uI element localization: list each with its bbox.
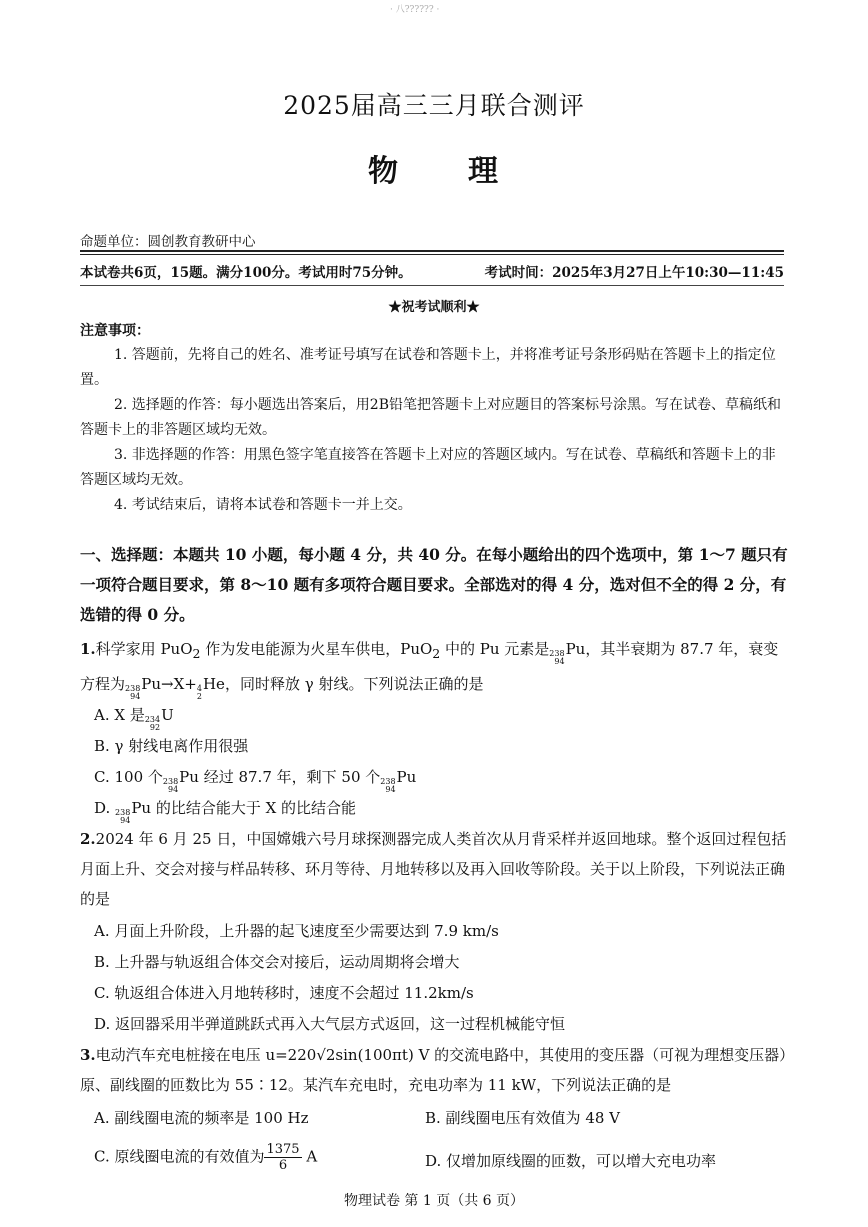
- section-heading: 一、选择题：本题共 10 小题，每小题 4 分，共 40 分。在每小题给出的四个选项中，第 1～7 题只有一项符合题目要求，第 8～10 题有多项符合题目要求。全部选对的得 4 分，选对但不全的得 2 分，有选错的得 0 分。: [80, 545, 788, 624]
- wish-line: ★祝考试顺利★: [388, 300, 480, 315]
- question-2: [80, 824, 790, 914]
- q1-sub: 2: [192, 646, 201, 661]
- paper-info: 本试卷共6页，15题。满分100分。考试用时75分钟。: [80, 265, 412, 281]
- notice-item-1: [80, 343, 784, 393]
- q1-number: 1.: [80, 640, 96, 658]
- subject-char-2: 理: [468, 154, 500, 189]
- q1-text-d: ，其半衰期为 87.7 年，衰变方程为: [80, 640, 779, 693]
- q3-option-a: A. 副线圈电流的频率是 100 Hz: [94, 1109, 309, 1127]
- q3-fraction: $\frac{1375}{6}$: [266, 1142, 300, 1173]
- q1-he: He: [202, 675, 225, 693]
- q2-text: 2024 年 6 月 25 日，中国嫦娥六号月球探测器完成人类首次从月背采样并返回地球。整个返回过程包括月面上升、交会对接与样品转移、环月等待、月地转移以及再入回收等阶段。关于以上阶段，下列说法正确的是: [80, 830, 787, 908]
- q2-option-a: A. 月面上升阶段，上升器的起飞速度至少需要达到 7.9 km/s: [94, 922, 499, 940]
- q2-option-d: D. 返回器采用半弹道跳跃式再入大气层方式返回，这一过程机械能守恒: [94, 1015, 566, 1033]
- q1-decay: Pu→X+: [141, 675, 197, 693]
- q1-text-e: ，同时释放 γ 射线。下列说法正确的是: [224, 675, 484, 693]
- question-1: [80, 634, 790, 701]
- notice-text-2: 2. 选择题的作答：每小题选出答案后，用2B铅笔把答题卡上对应题目的答案标号涂黑。写在试卷、草稿纸和答题卡上的非答题区域均无效。: [80, 397, 782, 438]
- q1-pu: Pu: [565, 640, 586, 658]
- notice-text-4: 4. 考试结束后，请将本试卷和答题卡一并上交。: [114, 497, 412, 513]
- org-line: 命题单位：圆创教育教研中心: [80, 234, 256, 250]
- q3-option-d: D. 仅增加原线圈的匝数，可以增大充电功率: [425, 1152, 717, 1170]
- divider: [80, 285, 784, 286]
- q1-text-b: 作为发电能源为火星车供电，PuO: [200, 640, 433, 658]
- q3-text-a: 电动汽车充电桩接在电压 u=220: [95, 1046, 317, 1064]
- q2-option-c: C. 轨返组合体进入月地转移时，速度不会超过 11.2km/s: [94, 984, 474, 1002]
- notice-text-1: 1. 答题前，先将自己的姓名、准考证号填写在试卷和答题卡上，并将准考证号条形码贴在答题卡上的指定位置。: [80, 347, 776, 388]
- pu-isotope: 238 94: [549, 649, 565, 666]
- double-rule: [80, 250, 784, 255]
- exam-time: 考试时间：2025年3月27日上午10:30—11:45: [484, 265, 784, 281]
- notice-item-4: [80, 493, 784, 518]
- top-mark: · 八?????? ·: [390, 5, 440, 15]
- q1-sub-2: 2: [432, 646, 441, 661]
- q1-option-d: D. 238 94 Pu 的比结合能大于 X 的比结合能: [94, 799, 357, 825]
- he-isotope: 4 2: [196, 684, 202, 701]
- q1-text-a: 科学家用 PuO: [95, 640, 193, 658]
- q3-text-b: sin(100πt) V 的交流电路中，其使用的变压器（可视为理想变压器）原、副线圈的匝数比为 55∶12。某汽车充电时，充电功率为 11 kW，下列说法正确的是: [80, 1046, 787, 1094]
- q3-sqrt: √2: [316, 1046, 336, 1064]
- q2-number: 2.: [80, 830, 96, 848]
- page-footer: 物理试卷 第 1 页（共 6 页）: [343, 1193, 525, 1209]
- q1-option-b: B. γ 射线电离作用很强: [94, 737, 249, 755]
- paper-info-row: [80, 261, 784, 281]
- question-3: [80, 1040, 790, 1100]
- subject-title: [0, 146, 868, 190]
- pu-isotope-2: 238 94: [125, 684, 141, 701]
- exam-title: 2025届高三三月联合测评: [283, 91, 585, 120]
- notice-heading: 注意事项：: [80, 323, 150, 339]
- q1-option-a: A. X 是 234 92 U: [94, 706, 174, 732]
- notice-item-2: [80, 393, 784, 443]
- q1-option-c: C. 100 个 238 94 Pu 经过 87.7 年，剩下 50 个 238 94 Pu: [94, 768, 417, 794]
- notice-text-3: 3. 非选择题的作答：用黑色签字笔直接答在答题卡上对应的答题区域内。写在试卷、草稿纸和答题卡上的非答题区域均无效。: [80, 447, 776, 488]
- q1-text-c: 中的 Pu 元素是: [440, 640, 550, 658]
- notice-item-3: [80, 443, 784, 493]
- q2-option-b: B. 上升器与轨返组合体交会对接后，运动周期将会增大: [94, 953, 460, 971]
- q3-option-b: B. 副线圈电压有效值为 48 V: [425, 1109, 621, 1127]
- q3-option-c: C. 原线圈电流的有效值为 $\frac{1375}{6}$ A: [94, 1142, 318, 1173]
- q3-number: 3.: [80, 1046, 96, 1064]
- subject-char-1: 物: [368, 154, 400, 189]
